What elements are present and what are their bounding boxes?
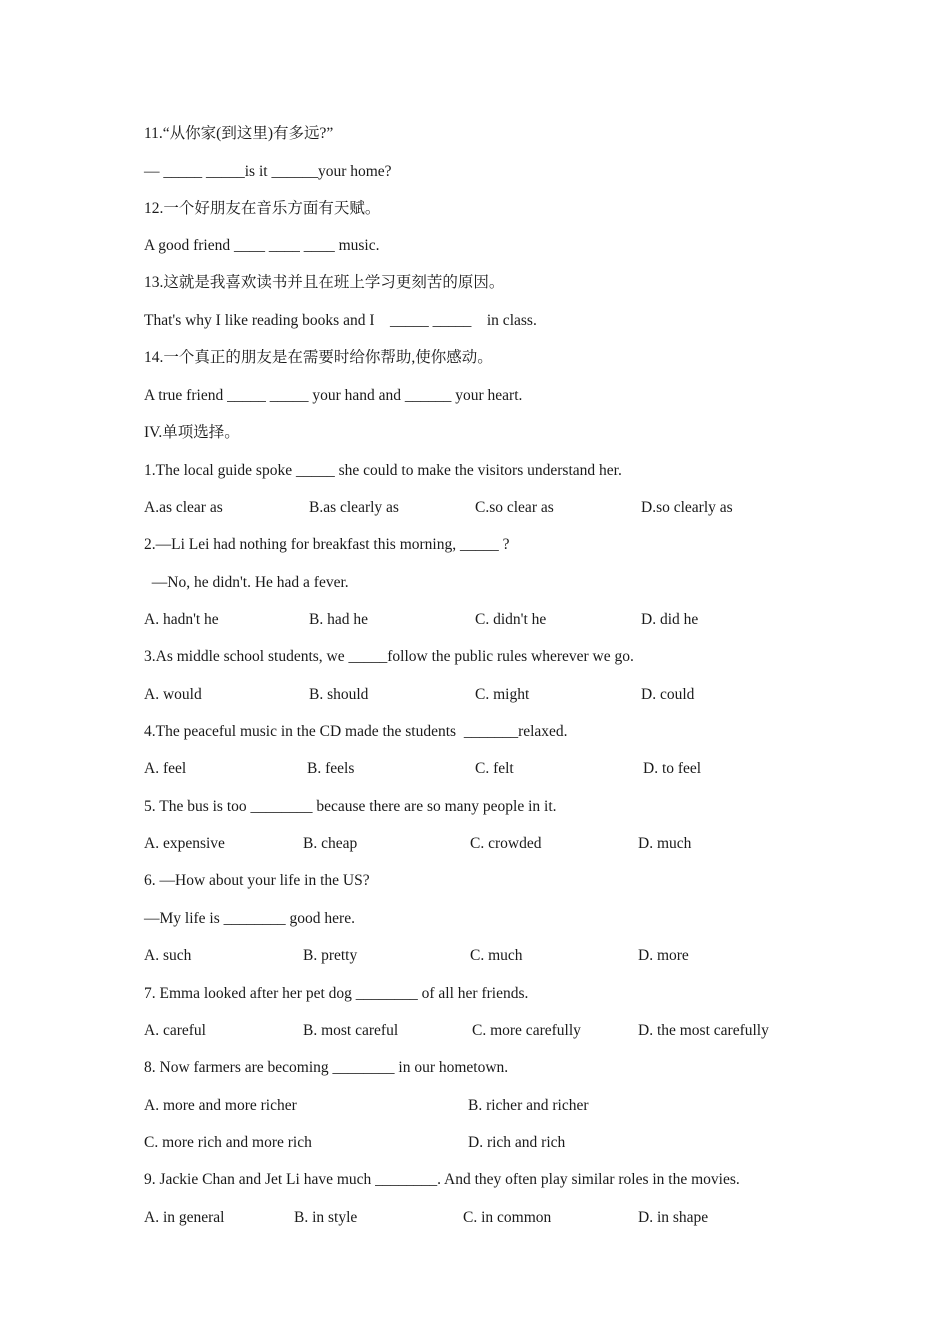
section-title: IV.单项选择。: [144, 424, 240, 441]
question-8-options-row-2: [144, 1133, 824, 1153]
option-b: B. cheap: [303, 835, 358, 852]
question-3-options: [144, 685, 824, 705]
option-c: C.so clear as: [475, 499, 554, 516]
question-7-stem: 7. Emma looked after her pet dog ________ of all her friends.: [144, 985, 529, 1002]
option-d: D.so clearly as: [641, 499, 733, 516]
option-c: C. felt: [475, 760, 514, 777]
question-5-stem: 5. The bus is too ________ because there are so many people in it.: [144, 798, 557, 815]
question-5-options: [144, 834, 824, 854]
option-d: D. the most carefully: [638, 1022, 769, 1039]
question-2-stem: 2.—Li Lei had nothing for breakfast this morning, _____ ?: [144, 536, 510, 553]
option-b: B. had he: [309, 611, 368, 628]
question-6-options: [144, 946, 824, 966]
option-b: B. feels: [307, 760, 355, 777]
translation-11-prompt: 11.“从你家(到这里)有多远?”: [144, 125, 334, 142]
option-d: D. to feel: [643, 760, 702, 777]
option-b: B. should: [309, 686, 369, 703]
option-a: A. expensive: [144, 835, 225, 852]
option-d: D. did he: [641, 611, 699, 628]
option-c: C. crowded: [470, 835, 542, 852]
option-a: A.as clear as: [144, 499, 223, 516]
option-a: A. more and more richer: [144, 1097, 297, 1114]
option-d: D. could: [641, 686, 695, 703]
option-c: C. much: [470, 947, 523, 964]
question-2-reply: —No, he didn't. He had a fever.: [144, 574, 349, 591]
question-9-options: [144, 1208, 824, 1228]
question-7-options: [144, 1021, 824, 1041]
option-a: A. in general: [144, 1209, 225, 1226]
option-b: B. most careful: [303, 1022, 399, 1039]
option-b: B. pretty: [303, 947, 358, 964]
question-8-stem: 8. Now farmers are becoming ________ in our hometown.: [144, 1059, 509, 1076]
option-c: C. more carefully: [472, 1022, 581, 1039]
option-a: A. careful: [144, 1022, 206, 1039]
option-d: D. more: [638, 947, 689, 964]
option-c: C. in common: [463, 1209, 552, 1226]
translation-14-answer: A true friend _____ _____ your hand and ______ your heart.: [144, 387, 523, 404]
translation-12-prompt: 12.一个好朋友在音乐方面有天赋。: [144, 200, 381, 217]
option-d: D. much: [638, 835, 692, 852]
option-b: B. in style: [294, 1209, 358, 1226]
translation-12-answer: A good friend ____ ____ ____ music.: [144, 237, 380, 254]
option-a: A. such: [144, 947, 192, 964]
option-a: A. hadn't he: [144, 611, 219, 628]
question-8-options-row-1: [144, 1096, 824, 1116]
option-a: A. would: [144, 686, 202, 703]
question-1-options: [144, 498, 824, 518]
option-c: C. more rich and more rich: [144, 1134, 312, 1151]
option-b: B. richer and richer: [468, 1097, 589, 1114]
translation-14-prompt: 14.一个真正的朋友是在需要时给你帮助,使你感动。: [144, 349, 493, 366]
translation-11-answer: — _____ _____is it ______your home?: [144, 163, 392, 180]
question-2-options: [144, 610, 824, 630]
question-9-stem: 9. Jackie Chan and Jet Li have much ________. And they often play similar roles in the movies.: [144, 1171, 740, 1188]
option-a: A. feel: [144, 760, 187, 777]
option-d: D. rich and rich: [468, 1134, 566, 1151]
option-b: B.as clearly as: [309, 499, 399, 516]
translation-13-answer: That's why I like reading books and I _____ _____ in class.: [144, 312, 537, 329]
translation-13-prompt: 13.这就是我喜欢读书并且在班上学习更刻苦的原因。: [144, 274, 505, 291]
question-4-stem: 4.The peaceful music in the CD made the students _______relaxed.: [144, 723, 568, 740]
question-3-stem: 3.As middle school students, we _____follow the public rules wherever we go.: [144, 648, 634, 665]
option-d: D. in shape: [638, 1209, 709, 1226]
option-c: C. didn't he: [475, 611, 547, 628]
question-6-stem: 6. —How about your life in the US?: [144, 872, 370, 889]
question-6-reply: —My life is ________ good here.: [144, 910, 355, 927]
question-4-options: [144, 759, 824, 779]
option-c: C. might: [475, 686, 530, 703]
question-1-stem: 1.The local guide spoke _____ she could to make the visitors understand her.: [144, 462, 622, 479]
